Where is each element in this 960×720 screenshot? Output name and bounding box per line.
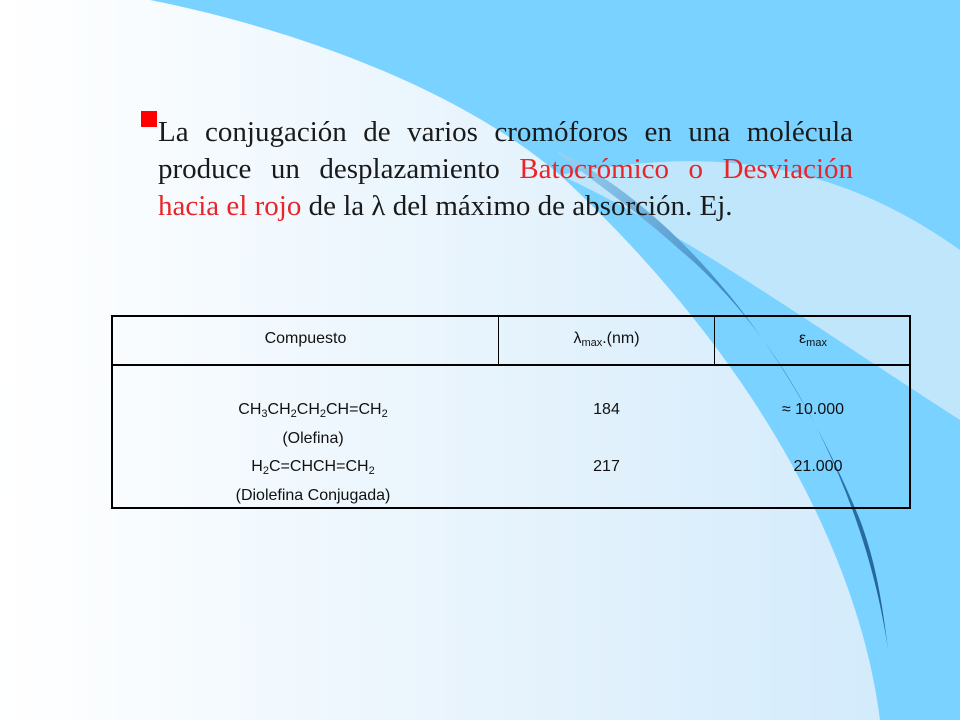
lambda-unit: .(nm) bbox=[602, 330, 640, 347]
lambda-symbol: λ bbox=[573, 330, 582, 347]
epsilon-value-2: 21.000 bbox=[793, 458, 843, 475]
compound-formula-1: $CH_3CH_2CH_2CH=CH_2$ bbox=[238, 401, 388, 420]
lambda-value-1: 184 bbox=[593, 401, 620, 418]
bullet-square-icon bbox=[141, 111, 157, 127]
compound-name-2: (Diolefina Conjugada) bbox=[235, 487, 391, 504]
paragraph-highlight: Batocrómico o Desviación hacia el rojo bbox=[158, 153, 853, 222]
header-lambda-max bbox=[499, 330, 714, 348]
header-epsilon-max bbox=[715, 330, 911, 348]
epsilon-subscript: max bbox=[806, 337, 827, 349]
lambda-value-2: 217 bbox=[593, 458, 620, 475]
header-compound: Compuesto bbox=[264, 330, 347, 347]
epsilon-value-1: ≈ 10.000 bbox=[781, 401, 845, 418]
epsilon-symbol: ε bbox=[799, 330, 807, 347]
header-divider bbox=[113, 364, 909, 366]
main-paragraph bbox=[158, 114, 853, 225]
compound-name-1: (Olefina) bbox=[282, 430, 344, 447]
compound-formula-2: $H_2C=CHCH=CH_2$ bbox=[251, 458, 375, 477]
lambda-subscript: max bbox=[581, 337, 603, 349]
paragraph-text-1: La conjugación de varios cromóforos en una molécula produce un desplazamiento bbox=[158, 116, 853, 185]
absorption-table bbox=[111, 315, 911, 509]
paragraph-text-2: de la λ del máximo de absorción. Ej. bbox=[301, 190, 733, 222]
